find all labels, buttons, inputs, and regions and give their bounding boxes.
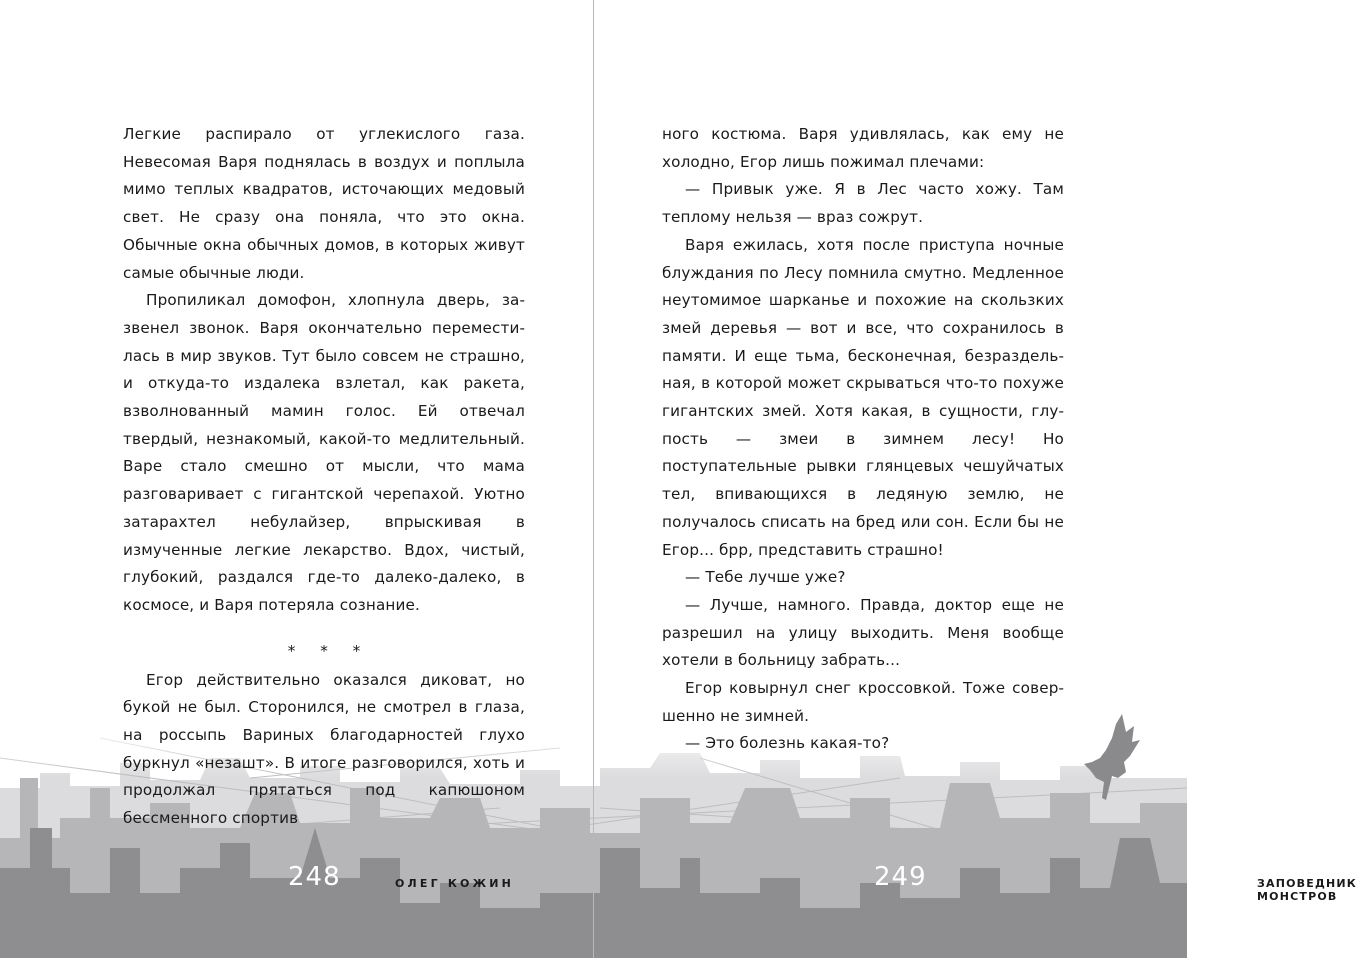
paragraph: Егор ковырнул снег кроссовкой. Тоже совершенно не зимней. <box>662 679 1064 725</box>
right-page <box>594 0 1357 958</box>
paragraph: — Лучше, намного. Правда, доктор еще не разрешил на улицу выходить. Меня вообще хотели в больницу забрать... <box>662 595 1064 670</box>
paragraph: ного костюма. Варя удивлялась, как ему не холодно, Егор лишь пожимал плечами: <box>662 125 1064 171</box>
paragraph: Легкие распирало от углекислого газа. Невесомая Варя поднялась в воздух и поплыла мимо теплых квадратов, источающих медовый свет. Не сразу она поняла, что это окна. Обычные окна обычных домов, в которых живут самые обычные люди. <box>123 125 525 282</box>
paragraph: Егор действительно оказался диковат, но букой не был. Сторонился, не смотрел в глаза, на россыпь Вариных благодарностей глухо буркнул «незашт». В итоге разговорился, хоть и продолжал прятаться под капюшоном бессменного спортив <box>123 670 525 828</box>
paragraph: — Тебе лучше уже? <box>685 568 846 587</box>
left-page-text <box>123 121 525 833</box>
running-head-title: ЗАПОВЕДНИК МОНСТРОВ <box>1257 877 1357 903</box>
running-head-author: ОЛЕГ КОЖИН <box>395 877 515 890</box>
paragraph: Варя ежилась, хотя после приступа ночные блуждания по Лесу помнила смутно. Медленное неутомимое шарканье и похожие на скользких змей деревья — вот и все, что сохранилось в памяти. И еще тьма, бесконечная, безраздельная, в которой может скрываться что-то похуже гигантских змей. Хотя какая, в сущности, глупость — змеи в зимнем лесу! Но поступательные рывки глянцевых чешуйчатых тел, впивающихся в ледяную землю, не получалось списать на бред или сон. Если бы не Егор... брр, представить страшно! <box>662 235 1064 559</box>
paragraph: — Это болезнь какая-то? <box>685 734 890 753</box>
right-page-text <box>662 121 1064 758</box>
page-number: 249 <box>874 862 927 892</box>
left-page <box>0 0 593 958</box>
paragraph: — Привык уже. Я в Лес часто хожу. Там теплому нельзя — враз сожрут. <box>662 180 1064 227</box>
paragraph: Пропиликал домофон, хлопнула дверь, зазвенел звонок. Варя окончательно переместилась в мир звуков. Тут было совсем не страшно, и откуда-то издалека взлетал, как ракета, взволнованный мамин голос. Ей отвечал твердый, незнакомый, какой-то медлительный. Варе стало смешно от мысли, что мама разговаривает с гигантской черепахой. Уютно затарахтел небулайзер, впрыскивая в измученные легкие лекарство. Вдох, чистый, глубокий, раздался где-то далеко-далеко, в космосе, и Варя потеряла сознание. <box>123 291 525 614</box>
section-separator: * * * <box>287 641 371 660</box>
page-number: 248 <box>288 862 341 892</box>
